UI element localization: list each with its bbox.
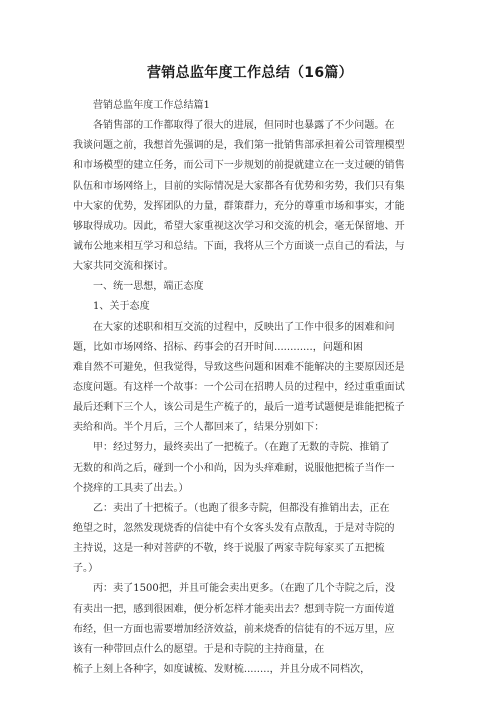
paragraph-line: 无数的和尚之后，碰到一个小和尚，因为头痒难耐，说服他把梳子当作一	[73, 462, 395, 474]
paragraph-line: 一、统一思想，端正态度	[93, 281, 204, 293]
paragraph-line: 和市场模型的建立任务，而公司下一步规划的前提就建立在一支过硬的销售	[73, 160, 405, 172]
paragraph-line: 在大家的述职和相互交流的过程中，反映出了工作中很多的困难和问	[93, 321, 395, 333]
paragraph-line: 梳子上刻上各种字，如度诚梳、发财梳........，并且分成不同档次，	[73, 663, 371, 675]
paragraph-line: 乙：卖出了十把梳子。（也跑了很多寺院，但都没有推销出去，正在	[93, 502, 390, 514]
document-title: 营销总监年度工作总结（16篇）	[147, 65, 353, 81]
paragraph-line: 该有一种带回点什么的愿望。于是和寺院的主持商量，在	[73, 643, 325, 655]
paragraph-line: 态度问题。有这样一个故事：一个公司在招聘人员的过程中，经过重重面试	[73, 381, 405, 393]
paragraph-line: 队伍和市场网络上，目前的实际情况是大家都各有优势和劣势，我们只有集	[73, 180, 405, 192]
paragraph-line: 最后还剩下三个人，该公司是生产梳子的，最后一道考试题便是谁能把梳子	[73, 402, 405, 414]
paragraph-line: 我谈问题之前，我想首先强调的是，我们第一批销售部承担着公司管理模型	[73, 140, 405, 152]
paragraph-line: 有卖出一把，感到很困难，便分析怎样才能卖出去？想到寺院一方面传道	[73, 603, 395, 615]
paragraph-line: 诚布公地来相互学习和总结。下面，我将从三个方面谈一点自己的看法，与	[73, 240, 405, 252]
document-body	[73, 96, 439, 680]
paragraph-line: 1、关于态度	[93, 301, 150, 313]
paragraph-line: 主持说，这是一种对菩萨的不敬，终于说服了两家寺院每家买了五把梳	[73, 543, 385, 555]
paragraph-line: 甲：经过努力，最终卖出了一把梳子。（在跑了无数的寺院、推销了	[93, 442, 390, 454]
paragraph-line: 卖给和尚。半个月后，三个人都回来了，结果分别如下：	[73, 422, 325, 434]
paragraph-line: 子。）	[73, 563, 99, 575]
paragraph-line: 丙：卖了1500把，并且可能会卖出更多。（在跑了几个寺院之后，没	[93, 583, 396, 595]
paragraph-line: 中大家的优势，发挥团队的力量，群策群力，充分的尊重市场和事实，才能	[73, 200, 405, 212]
paragraph-line: 大家共同交流和探讨。	[73, 261, 174, 273]
paragraph-line: 布经，但一方面也需要增加经济效益，前来烧香的信徒有的不远万里，应	[73, 623, 395, 635]
paragraph-line: 个挠痒的工具卖了出去。）	[73, 482, 189, 494]
paragraph-line: 难自然不可避免，但我觉得，导致这些问题和困难不能解决的主要原因还是	[73, 361, 405, 373]
paragraph-line: 绝望之时，忽然发现烧香的信徒中有个女客头发有点散乱，于是对寺院的	[73, 522, 395, 534]
paragraph-line: 各销售部的工作都取得了很大的进展，但同时也暴露了不少问题。在	[93, 120, 395, 132]
paragraph-line: 够取得成功。因此，希望大家重视这次学习和交流的机会，毫无保留地、开	[73, 220, 405, 232]
paragraph-line: 题，比如市场网络、招标、药事会的召开时间............，问题和困	[73, 341, 363, 353]
paragraph-line: 营销总监年度工作总结篇1	[93, 100, 210, 111]
